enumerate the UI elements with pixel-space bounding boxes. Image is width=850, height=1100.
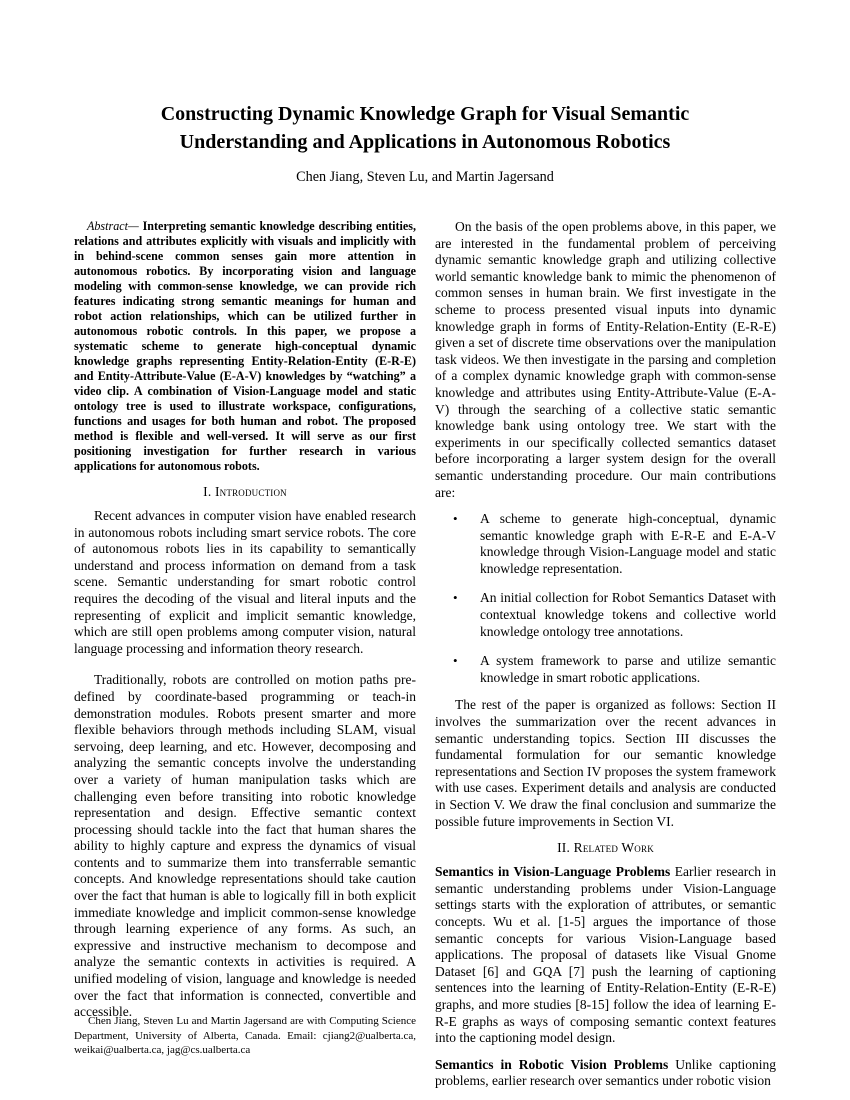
bullet-icon: • <box>453 590 458 606</box>
title-line-2: Understanding and Applications in Autonomous Robotics <box>179 131 671 153</box>
paragraph-text: Earlier research in semantic understanding problems under Vision-Language settings starts with the exploration of attributes, or semantic concepts. Wu et al. [1-5] argues the importance of those semantic concepts for various Vision-Language based applications. The proposal of datasets like Visual Gnome Dataset [6] and GQA [7] push the learning of captioning sentences into the learning of Entity-Relation-Entity (E-R-E) graphs, and more studies [8-15] follow the idea of learning E-R-E graphs as ways of composing semantic context features into the captioning model design. <box>435 864 776 1046</box>
bullet-icon: • <box>453 653 458 669</box>
contribution-text: A scheme to generate high-conceptual, dynamic semantic knowledge graph with E-R-E and E-A-V knowledge through Vision-Language model and static knowledge representation. <box>480 511 776 576</box>
bullet-icon: • <box>453 511 458 527</box>
body-paragraph-contributions-intro: On the basis of the open problems above, in this paper, we are interested in the fundamental problem of perceiving dynamic semantic knowledge graph and utilizing collective world semantic knowledge bank to mimic the phenomenon of common senses in human brain. We first investigate in the scheme to process presented visual inputs into dynamic knowledge graph in forms of Entity-Relation-Entity (E-R-E) given a set of discrete time observations over the manipulation task videos. We then investigate in the parsing and completion of a complex dynamic knowledge graph with common-sense knowledge and attributes using Entity-Attribute-Value (E-A-V) through the searching of a collective static semantic knowledge bank using ontology tree. We start with the experiments in our specifically collected semantics dataset before incorporating a larger system design for the overall semantic understanding procedure. Our main contributions are: <box>435 219 776 500</box>
left-column <box>74 219 416 1021</box>
contribution-text: A system framework to parse and utilize semantic knowledge in smart robotic applications. <box>480 653 776 685</box>
paper-title <box>60 100 790 156</box>
title-line-1: Constructing Dynamic Knowledge Graph for Visual Semantic <box>160 103 690 125</box>
contribution-text: An initial collection for Robot Semantics Dataset with contextual knowledge tokens and collective world knowledge ontology tree annotations. <box>480 590 776 639</box>
related-work-paragraph-2 <box>435 1057 776 1090</box>
run-in-heading: Semantics in Vision-Language Problems <box>435 864 671 880</box>
paper-organization-paragraph: The rest of the paper is organized as follows: Section II involves the summarization over the recent advances in semantic understanding topics. Section III discusses the fundamental formulation for our semantic knowledge representations and Section IV proposes the system framework with use cases. Experiment details and analysis are conducted in Section V. We draw the final conclusion and summarize the possible future improvements in Section VI. <box>435 697 776 829</box>
author-list: Chen Jiang, Steven Lu, and Martin Jagersand <box>296 169 554 185</box>
intro-paragraph-1: Recent advances in computer vision have enabled research in autonomous robots including smart service robots. The core of autonomous robots lies in its capability to semantically understand and process information on demand from a task scene. Semantic understanding for smart robotic control requires the decoding of the visual and literal inputs and the representing of explicit and implicit semantic knowledge, which are still open problems among computer vision, natural language processing and information theory research. <box>74 508 416 656</box>
intro-paragraph-2: Traditionally, robots are controlled on motion paths pre-defined by coordinate-based programming or teach-in demonstration modules. Robots present smarter and more flexible behaviors through methods including SLAM, visual servoing, deep learning, and etc. However, decomposing and analyzing the semantic concepts involve the understanding over a variety of human manipulation tasks which are challenging even before transiting into robotic knowledge representation and design. Effective semantic context processing should tackle into the fact that human shares the ability to highly capture and express the dynamics of visual contents and to summarize them into transferrable semantic concepts. And knowledge representations should take caution over the fact that human is able to logically fill in both explicit immediate knowledge and implicit common-sense knowledge through learning experience of any forms. As such, an expressive and instructive mechanism to decompose and analyze the semantic contexts in activities is required. A unified modeling of vision, language and knowledge is needed over the fact that information is connected, convertible and accessible. <box>74 672 416 1020</box>
abstract <box>74 219 416 474</box>
contribution-item <box>435 590 776 640</box>
contributions-list <box>435 511 776 686</box>
section-heading-introduction: I. Introduction <box>203 484 287 499</box>
abstract-label: Abstract— <box>87 219 139 233</box>
related-work-paragraph-1 <box>435 864 776 1047</box>
run-in-heading: Semantics in Robotic Vision Problems <box>435 1056 669 1072</box>
right-column <box>435 219 776 1090</box>
abstract-text: Interpreting semantic knowledge describing entities, relations and attributes explicitly with visuals and implicitly with in behind-scene common senses gain more attention in autonomous robotics. By incorporating vision and language modeling with common-sense knowledge, we can provide rich features indicating strong semantic meanings for human and robot action relationships, which can be utilized further in autonomous robotic controls. In this paper, we propose a systematic scheme to generate high-conceptual dynamic knowledge graphs representing Entity-Relation-Entity (E-R-E) and Entity-Attribute-Value (E-A-V) knowledges by “watching” a video clip. A combination of Vision-Language model and static ontology tree is used to illustrate workspace, configurations, functions and usages for both human and robot. The proposed method is flexible and well-versed. It will serve as our first positioning investigation for further research in various applications for autonomous robots. <box>74 219 416 473</box>
paragraph-text: Unlike captioning problems, earlier research over semantics under robotic vision <box>435 1056 776 1089</box>
section-heading-related-work: II. Related Work <box>557 840 654 856</box>
contribution-item <box>435 511 776 577</box>
author-affiliation-footnote: Chen Jiang, Steven Lu and Martin Jagersand are with Computing Science Department, University of Alberta, Canada. Email: cjiang2@ualberta.ca, weikai@ualberta.ca, jag@cs.ualberta.ca <box>74 1015 416 1057</box>
contribution-item <box>435 653 776 686</box>
